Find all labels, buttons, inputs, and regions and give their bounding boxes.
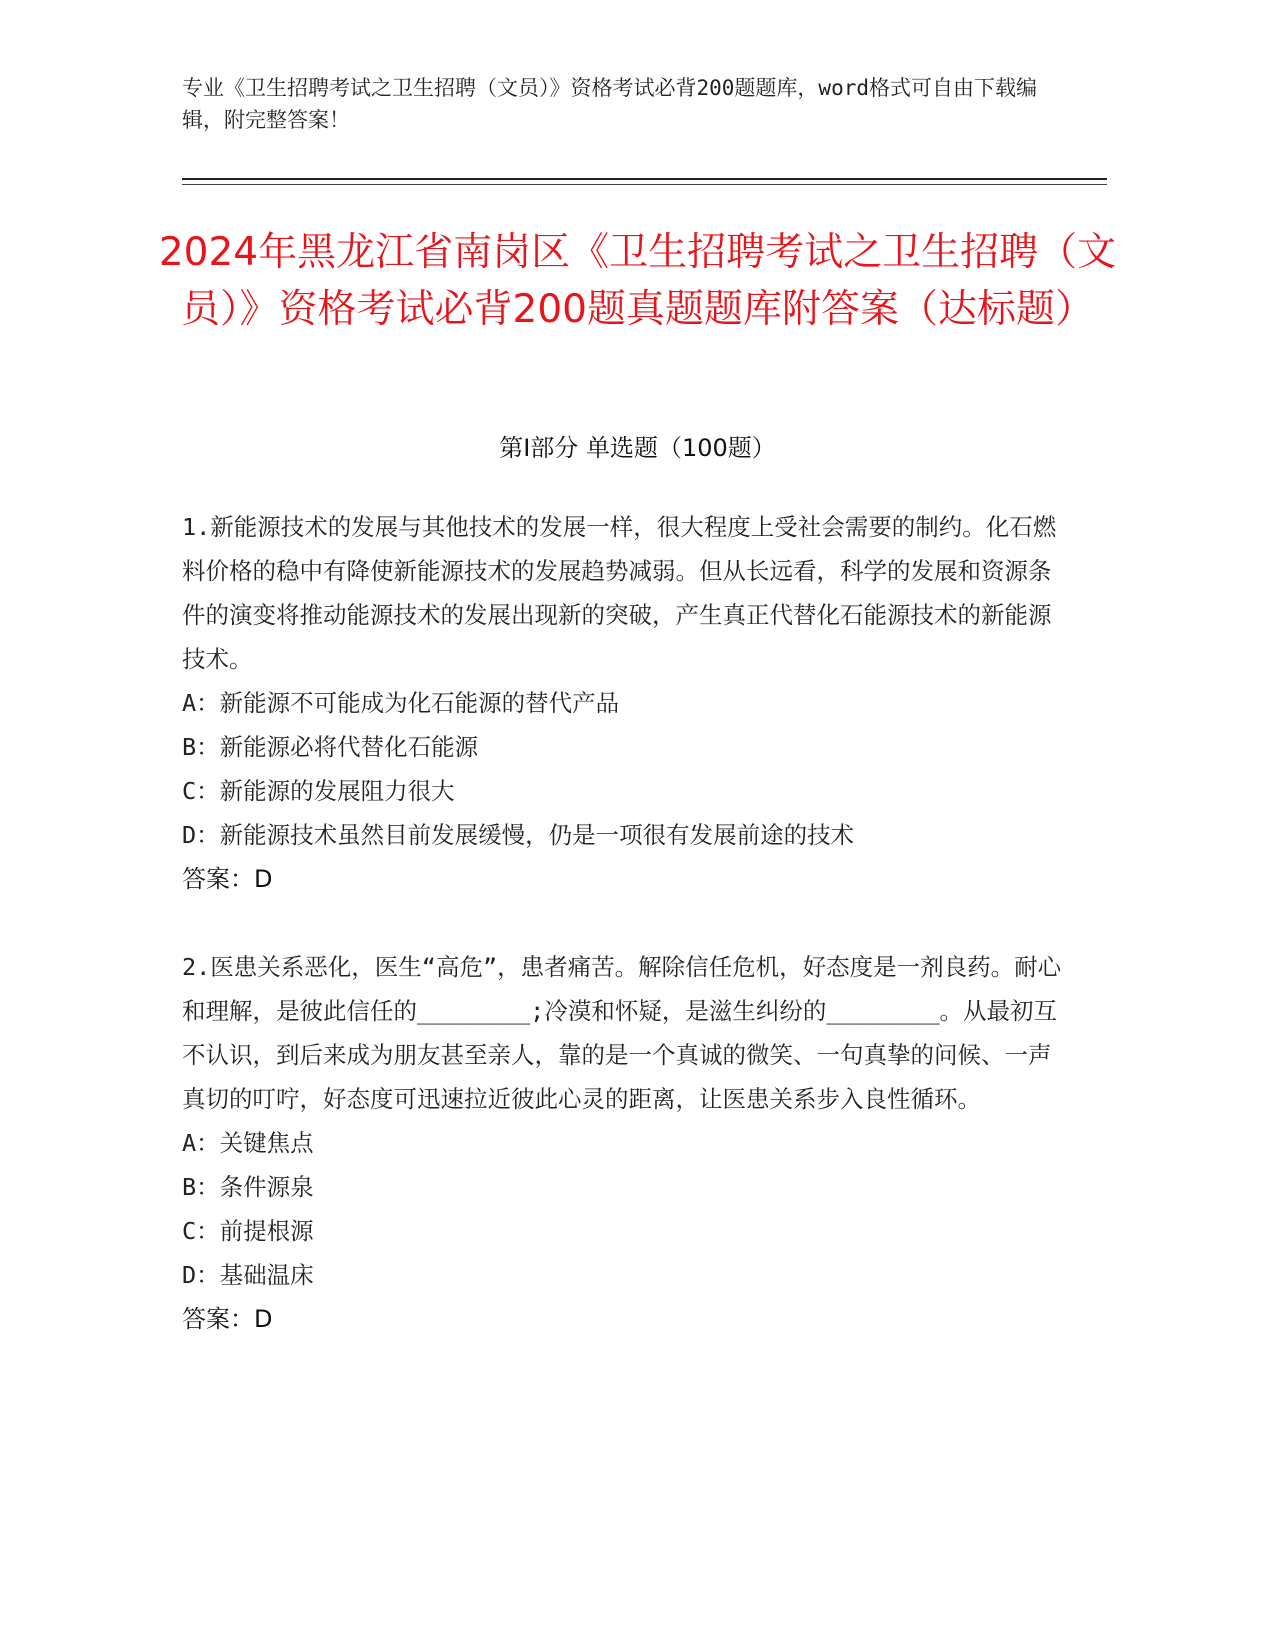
document-title: 2024年黑龙江省南岗区《卫生招聘考试之卫生招聘（文员）》资格考试必背200题真题题库附答案（达标题） xyxy=(158,230,1117,332)
option-b: B：条件源泉 xyxy=(182,1173,314,1201)
header-note: 专业《卫生招聘考试之卫生招聘（文员）》资格考试必背200题题库，word格式可自由下载编辑，附完整答案！ xyxy=(182,76,1037,132)
option-a: A：关键焦点 xyxy=(182,1129,314,1157)
option-a: A：新能源不可能成为化石能源的替代产品 xyxy=(182,689,620,717)
option-c: C：新能源的发展阻力很大 xyxy=(182,777,455,805)
question-stem: 2.医患关系恶化，医生“高危”，患者痛苦。解除信任危机，好态度是一剂良药。耐心和理解，是彼此信任的________;冷漠和怀疑，是滋生纠纷的________。从最初互不认识，到后来成为朋友甚至亲人，靠的是一个真诚的微笑、一句真挚的问候、一声真切的叮咛，好态度可迅速拉近彼此心灵的距离，让医患关系步入良性循环。 xyxy=(182,953,1062,1113)
option-c: C：前提根源 xyxy=(182,1217,314,1245)
answer-line: 答案：D xyxy=(182,1305,273,1333)
option-d: D：基础温床 xyxy=(182,1261,314,1289)
option-d: D：新能源技术虽然目前发展缓慢，仍是一项很有发展前途的技术 xyxy=(182,821,855,849)
question-1 xyxy=(182,505,1062,901)
section-title: 第Ⅰ部分 单选题（100题） xyxy=(499,434,776,462)
header-divider-thick xyxy=(182,178,1107,180)
question-stem: 1.新能源技术的发展与其他技术的发展一样，很大程度上受社会需要的制约。化石燃料价格的稳中有降使新能源技术的发展趋势减弱。但从长远看，科学的发展和资源条件的演变将推动能源技术的发展出现新的突破，产生真正代替化石能源技术的新能源技术。 xyxy=(182,513,1057,673)
answer-line: 答案：D xyxy=(182,865,273,893)
question-2 xyxy=(182,945,1062,1341)
option-b: B：新能源必将代替化石能源 xyxy=(182,733,479,761)
header-divider-thin xyxy=(182,184,1107,185)
